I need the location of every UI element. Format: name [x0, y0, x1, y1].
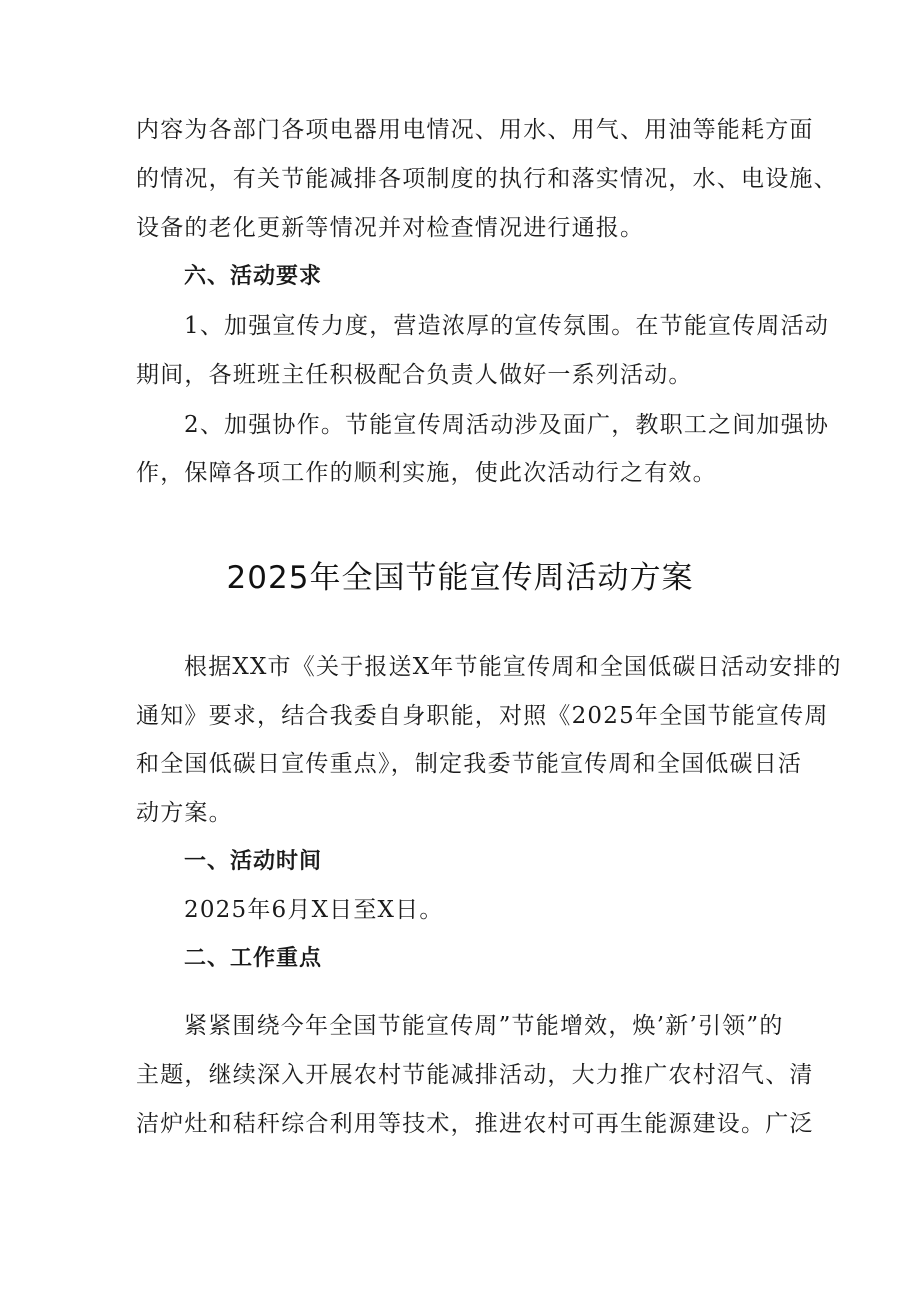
- requirement-1-line: 1、加强宣传力度，营造浓厚的宣传氛围。在节能宣传周活动: [184, 313, 830, 339]
- body-text-line: 设备的老化更新等情况并对检查情况进行通报。: [136, 215, 645, 241]
- intro-line: 动方案。: [136, 800, 233, 826]
- activity-time-text: 2025年6月X日至X日。: [184, 897, 444, 923]
- body-text-line: 的情况，有关节能减排各项制度的执行和落实情况，水、电设施、: [136, 166, 838, 192]
- section-heading-requirements: 六、活动要求: [184, 264, 323, 289]
- requirement-1-line: 期间，各班班主任积极配合负责人做好一系列活动。: [136, 362, 693, 388]
- work-focus-line: 紧紧围绕今年全国节能宣传周”节能增效，焕’新’引领”的: [184, 1013, 784, 1039]
- body-text-line: 内容为各部门各项电器用电情况、用水、用气、用油等能耗方面: [136, 117, 814, 143]
- requirement-2-line: 2、加强协作。节能宣传周活动涉及面广，教职工之间加强协: [184, 412, 830, 438]
- section-heading-activity-time: 一、活动时间: [184, 849, 323, 874]
- intro-line: 根据XX市《关于报送X年节能宣传周和全国低碳日活动安排的: [184, 654, 842, 680]
- work-focus-line: 主题，继续深入开展农村节能减排活动，大力推广农村沼气、清: [136, 1062, 814, 1088]
- work-focus-line: 洁炉灶和秸秆综合利用等技术，推进农村可再生能源建设。广泛: [136, 1111, 814, 1137]
- section-heading-work-focus: 二、工作重点: [184, 946, 323, 971]
- intro-line: 通知》要求，结合我委自身职能，对照《2025年全国节能宣传周: [136, 703, 829, 729]
- intro-line: 和全国低碳日宣传重点》，制定我委节能宣传周和全国低碳日活: [136, 751, 803, 777]
- requirement-2-line: 作，保障各项工作的顺利实施，使此次活动行之有效。: [136, 460, 717, 486]
- document-title: 2025年全国节能宣传周活动方案: [226, 560, 694, 596]
